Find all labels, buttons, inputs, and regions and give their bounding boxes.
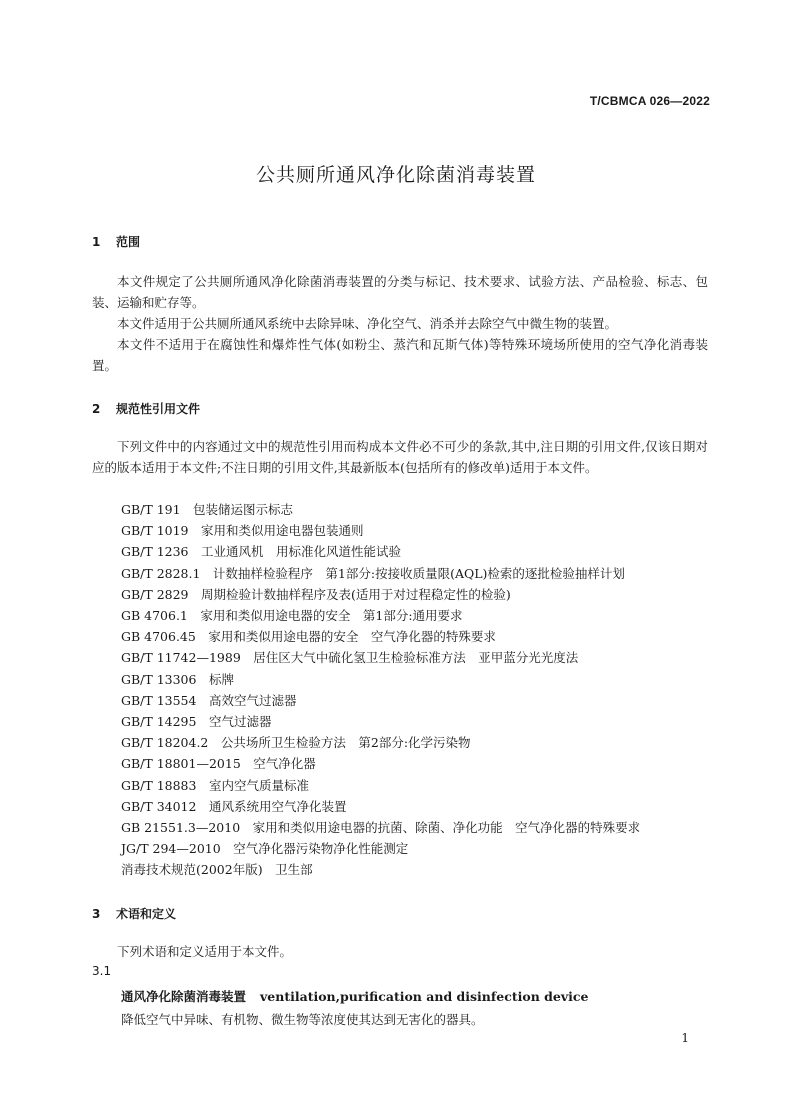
page-number: 1 [681, 1031, 689, 1045]
term-number: 3.1 [92, 964, 112, 978]
document-title: 公共厕所通风净化除菌消毒装置 [255, 164, 536, 186]
scope-paragraph-3: 本文件不适用于在腐蚀性和爆炸性气体(如粉尘、蒸汽和瓦斯气体)等特殊环境场所使用的空气净化消毒装置。 [92, 337, 708, 373]
reference-item: GB/T 191 包装储运图示标志 [121, 502, 294, 517]
section-2-number: 2 [92, 402, 101, 416]
terms-intro: 下列术语和定义适用于本文件。 [117, 944, 293, 959]
reference-item: GB/T 18801—2015 空气净化器 [121, 756, 316, 772]
reference-item: GB 4706.45 家用和类似用途电器的安全 空气净化器的特殊要求 [121, 629, 496, 645]
section-1-heading [92, 233, 140, 250]
section-2-heading [92, 400, 200, 417]
reference-item: GB/T 11742—1989 居住区大气中硫化氢卫生检验标准方法 亚甲蓝分光光度法 [121, 650, 579, 666]
reference-item: GB/T 2829 周期检验计数抽样程序及表(适用于对过程稳定性的检验) [121, 586, 511, 602]
section-1-number: 1 [92, 235, 101, 249]
reference-item: GB 21551.3—2010 家用和类似用途电器的抗菌、除菌、净化功能 空气净化器的特殊要求 [121, 820, 641, 836]
reference-item: GB/T 2828.1 计数抽样检验程序 第1部分:按接收质量限(AQL)检索的逐批检验抽样计划 [121, 565, 625, 581]
reference-list [121, 499, 640, 881]
section-3-title: 术语和定义 [116, 907, 177, 921]
reference-item: GB/T 13554 高效空气过滤器 [121, 692, 297, 708]
term-heading [121, 987, 588, 1005]
reference-item: GB/T 34012 通风系统用空气净化装置 [121, 798, 347, 814]
reference-item: GB/T 18204.2 公共场所卫生检验方法 第2部分:化学污染物 [121, 735, 471, 751]
term-definition: 降低空气中异味、有机物、微生物等浓度使其达到无害化的器具。 [121, 1012, 484, 1027]
normative-refs-intro: 下列文件中的内容通过文中的规范性引用而构成本文件必不可少的条款,其中,注日期的引用文件,仅该日期对应的版本适用于本文件;不注日期的引用文件,其最新版本(包括所有的修改单)适用于本文件。 [92, 439, 708, 475]
reference-item: GB 4706.1 家用和类似用途电器的安全 第1部分:通用要求 [121, 608, 463, 624]
section-3-heading [92, 905, 176, 922]
section-1-title: 范围 [116, 235, 141, 249]
scope-paragraph-1: 本文件规定了公共厕所通风净化除菌消毒装置的分类与标记、技术要求、试验方法、产品检验、标志、包装、运输和贮存等。 [92, 274, 708, 310]
standard-code: T/CBMCA 026—2022 [589, 94, 710, 108]
reference-item: GB/T 18883 室内空气质量标准 [121, 777, 309, 793]
reference-item: GB/T 1019 家用和类似用途电器包装通则 [121, 523, 364, 539]
reference-item: GB/T 1236 工业通风机 用标准化风道性能试验 [121, 544, 402, 560]
section-2-title: 规范性引用文件 [116, 402, 201, 416]
term-english: ventilation,purification and disinfection device [260, 989, 589, 1004]
scope-paragraph-2: 本文件适用于公共厕所通风系统中去除异味、净化空气、消杀并去除空气中微生物的装置。 [117, 316, 618, 331]
reference-item: JG/T 294—2010 空气净化器污染物净化性能测定 [121, 841, 409, 857]
reference-item: GB/T 14295 空气过滤器 [121, 714, 272, 730]
reference-item: 消毒技术规范(2002年版) 卫生部 [121, 862, 313, 878]
term-chinese: 通风净化除菌消毒装置 [121, 989, 247, 1004]
section-3-number: 3 [92, 907, 101, 921]
reference-item: GB/T 13306 标牌 [121, 671, 234, 687]
